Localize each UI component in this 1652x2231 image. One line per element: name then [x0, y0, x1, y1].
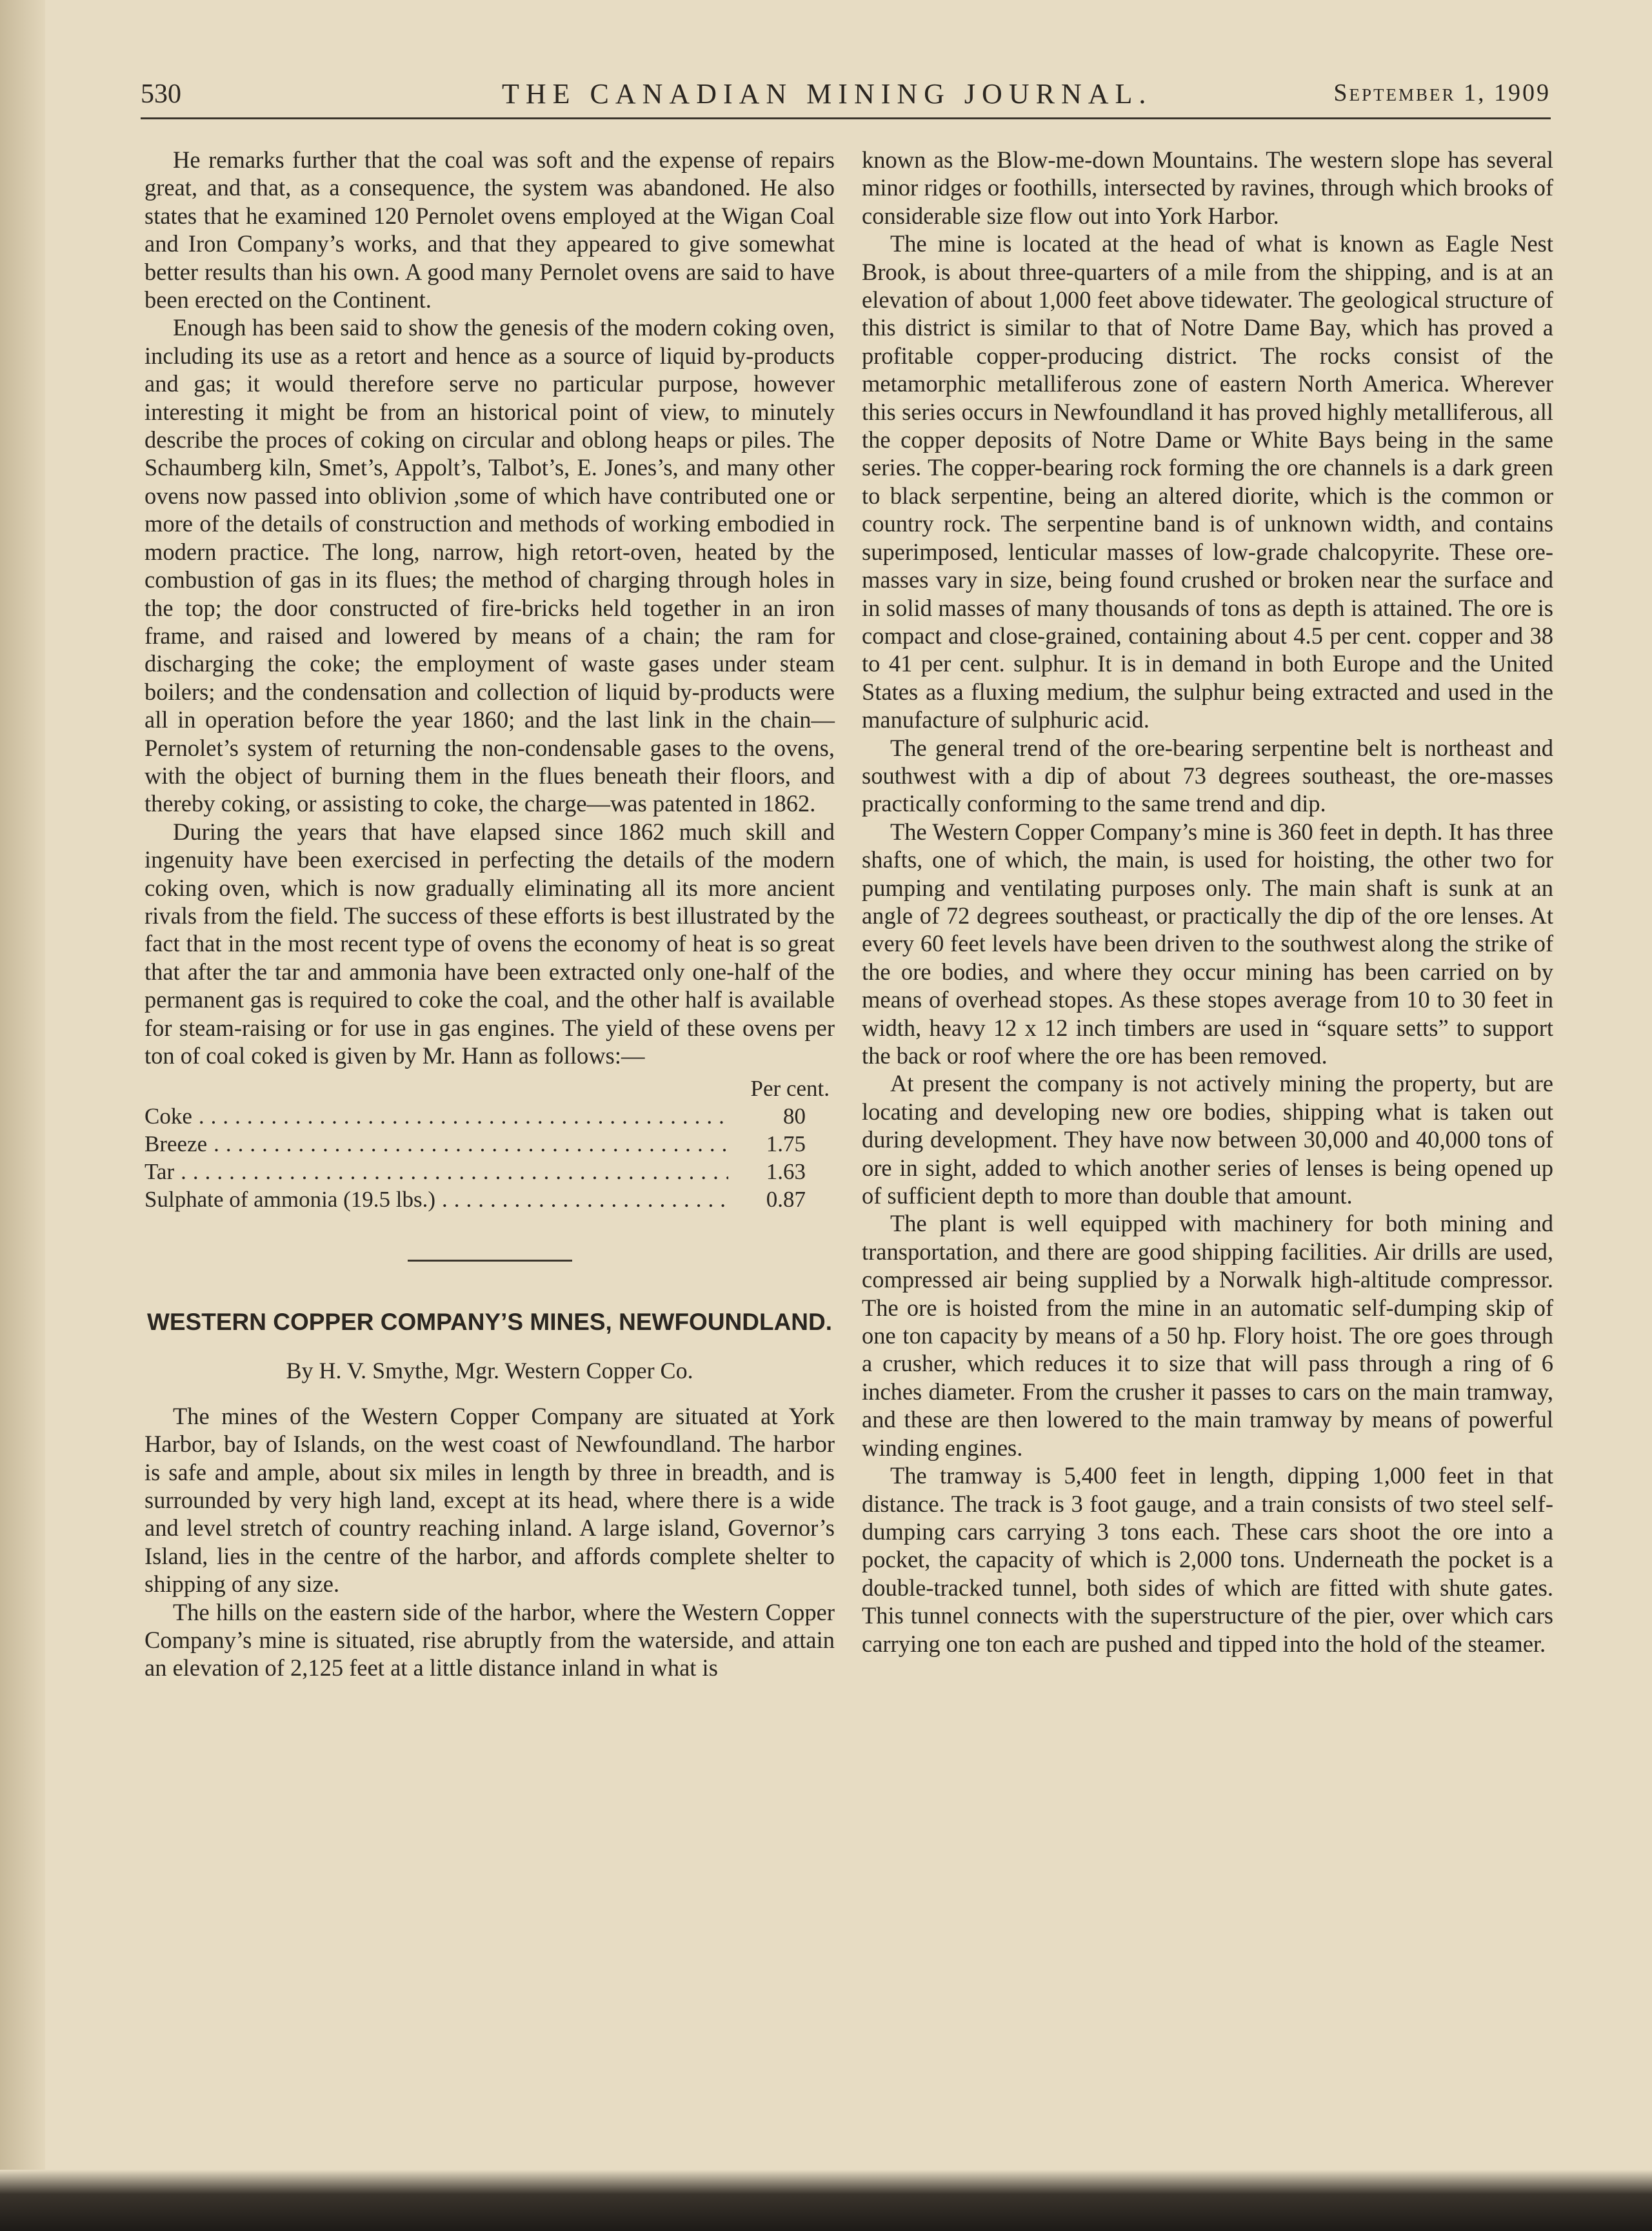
page-bottom-edge — [0, 2170, 1652, 2231]
yield-label: Coke — [144, 1104, 192, 1129]
paragraph: Enough has been said to show the genesis of the modern coking oven, including its use as a retort and hence as a source of liquid by-products and gas; it would therefore serve no particular purpose, however interesting it might be from an historical point of view, to minutely describe the proces of coking on circular and oblong heaps or piles. The Schaumberg kiln, Smet’s, Appolt’s, Talbot’s, E. Jones’s, and many other ovens now passed into oblivion ,some of which have contributed one or more of the details of construction and methods of working embodied in modern practice. The long, narrow, high retort-oven, heated by the combustion of gas in its flues; the method of charging through holes in the top; the door constructed of fire-bricks held together in an iron frame, and raised and lowered by means of a chain; the ram for discharging the coke; the employment of waste gases under steam boilers; and the condensation and collection of liquid by-products were all in operation before the year 1860; and the last link in the chain—Pernolet’s system of returning the non-condensable gases to the ovens, with the object of burning them in the flues beneath their floors, and thereby coking, or assisting to coke, the charge—was patented in 1862. — [144, 314, 835, 817]
yield-table-row — [144, 1158, 835, 1185]
paragraph: He remarks further that the coal was soft and the expense of repairs great, and that, as a consequence, the system was abandoned. He also states that he examined 120 Pernolet ovens employed at the Wigan Coal and Iron Company’s works, and that they appeared to give somewhat better results than his own. A good many Pernolet ovens are said to have been erected on the Continent. — [144, 146, 835, 313]
page-gutter — [0, 0, 45, 2231]
page-number: 530 — [141, 79, 181, 109]
paragraph: The mine is located at the head of what is known as Eagle Nest Brook, is about three-quarters of a mile from the shipping, and is at an elevation of about 1,000 feet above tidewater. The geological structure of this district is similar to that of Notre Dame Bay, which has proved a profitable copper-producing district. The rocks consist of the metamorphic metalliferous zone of eastern North America. Wherever this series occurs in Newfoundland it has proved highly metalliferous, all the copper deposits of Notre Dame or White Bays being in the same series. The copper-bearing rock forming the ore channels is a dark green to black serpentine, being an altered diorite, which is the common or country rock. The serpentine band is of unknown width, and contains superimposed, lenticular masses of low-grade chalcopyrite. These ore-masses vary in size, being found crushed or broken near the surface and in solid masses of many thousands of tons as depth is attained. The ore is compact and close-grained, containing about 4.5 per cent. copper and 38 to 41 per cent. sulphur. It is in demand in both Europe and the United States as a fluxing medium, the sulphur being extracted and used in the manufacture of sulphuric acid. — [862, 230, 1553, 733]
leader-dots — [442, 1185, 728, 1213]
article-title: WESTERN COPPER COMPANY’S MINES, NEWFOUNDLAND. — [146, 1309, 833, 1336]
journal-title: THE CANADIAN MINING JOURNAL. — [502, 78, 1153, 110]
leader-dots — [214, 1130, 728, 1158]
yield-table-row — [144, 1130, 835, 1158]
paragraph: The plant is well equipped with machinery for both mining and transportation, and there are good shipping facilities. Air drills are used, compressed air being supplied by a Norwalk high-altitude compressor. The ore is hoisted from the mine in an automatic self-dumping skip of one ton capacity by means of a 50 hp. Flory hoist. The ore goes through a crusher, which reduces it to size that will pass through a ring of 6 inches diameter. From the crusher it passes to cars on the main tramway, and these are then lowered to the main tramway by means of powerful winding engines. — [862, 1210, 1553, 1461]
yield-value: 1.75 — [766, 1131, 806, 1157]
paragraph: The hills on the eastern side of the harbor, where the Western Copper Company’s mine is situated, rise abruptly from the waterside, and attain an elevation of 2,125 feet at a little distance inland in what is — [144, 1598, 835, 1681]
yield-table — [144, 1075, 835, 1213]
leader-dots — [181, 1158, 728, 1185]
page-header — [141, 72, 1551, 119]
section-divider — [408, 1260, 572, 1262]
yield-table-header: Per cent. — [750, 1076, 830, 1102]
paragraph: The general trend of the ore-bearing serpentine belt is northeast and southwest with a dip of about 73 degrees southeast, the ore-masses practically conforming to the same trend and dip. — [862, 734, 1553, 817]
yield-label: Sulphate of ammonia (19.5 lbs.) — [144, 1187, 436, 1213]
yield-table-row — [144, 1185, 835, 1213]
paragraph: At present the company is not actively mining the property, but are locating and developing new ore bodies, shipping what is taken out during development. They have now between 30,000 and 40,000 tons of ore in sight, added to which another series of lenses is being opened up of sufficient depth to more than double that amount. — [862, 1070, 1553, 1209]
yield-value: 0.87 — [766, 1187, 806, 1213]
yield-label: Tar — [144, 1159, 175, 1185]
left-column — [144, 146, 835, 1682]
yield-value: 1.63 — [766, 1159, 806, 1185]
yield-value: 80 — [783, 1104, 806, 1129]
paragraph: During the years that have elapsed since 1862 much skill and ingenuity have been exercised in perfecting the details of the modern coking oven, which is now gradually eliminating all its more ancient rivals from the field. The success of these efforts is best illustrated by the fact that in the most recent type of ovens the economy of heat is so great that after the tar and ammonia have been extracted only one-half of the permanent gas is required to coke the coal, and the other half is available for steam-raising or for use in gas engines. The yield of these ovens per ton of coal coked is given by Mr. Hann as follows:— — [144, 818, 835, 1069]
yield-label: Breeze — [144, 1131, 208, 1157]
yield-table-row — [144, 1102, 835, 1130]
paragraph: The tramway is 5,400 feet in length, dipping 1,000 feet in that distance. The track is 3 foot gauge, and a train consists of two steel self-dumping cars carrying 3 tons each. These cars shoot the ore into a pocket, the capacity of which is 2,000 tons. Underneath the pocket is a double-tracked tunnel, both sides of which are fitted with shute gates. This tunnel connects with the superstructure of the pier, over which cars carrying one ton each are pushed and tipped into the hold of the steamer. — [862, 1462, 1553, 1657]
paragraph: known as the Blow-me-down Mountains. The western slope has several minor ridges or foothills, intersected by ravines, through which brooks of considerable size flow out into York Harbor. — [862, 146, 1553, 229]
paragraph: The Western Copper Company’s mine is 360 feet in depth. It has three shafts, one of which, the main, is used for hoisting, the other two for pumping and ventilating purposes only. The main shaft is sunk at an angle of 72 degrees southeast, or practically the dip of the ore lenses. At every 60 feet levels have been driven to the southwest along the strike of the ore bodies, and where they occur mining has been carried on by means of overhead stopes. As these stopes average from 10 to 30 feet in width, heavy 12 x 12 inch timbers are used in “square setts” to support the back or roof where the ore has been removed. — [862, 818, 1553, 1069]
leader-dots — [199, 1102, 728, 1130]
paragraph: The mines of the Western Copper Company are situated at York Harbor, bay of Islands, on the west coast of Newfoundland. The harbor is safe and ample, about six miles in length by three in breadth, and is surrounded by very high land, except at its head, where there is a wide and level stretch of country reaching inland. A large island, Governor’s Island, lies in the centre of the harbor, and affords complete shelter to shipping of any size. — [144, 1402, 835, 1598]
article-byline: By H. V. Smythe, Mgr. Western Copper Co. — [286, 1358, 693, 1384]
issue-date: September 1, 1909 — [1333, 79, 1551, 106]
right-column — [862, 146, 1553, 1658]
